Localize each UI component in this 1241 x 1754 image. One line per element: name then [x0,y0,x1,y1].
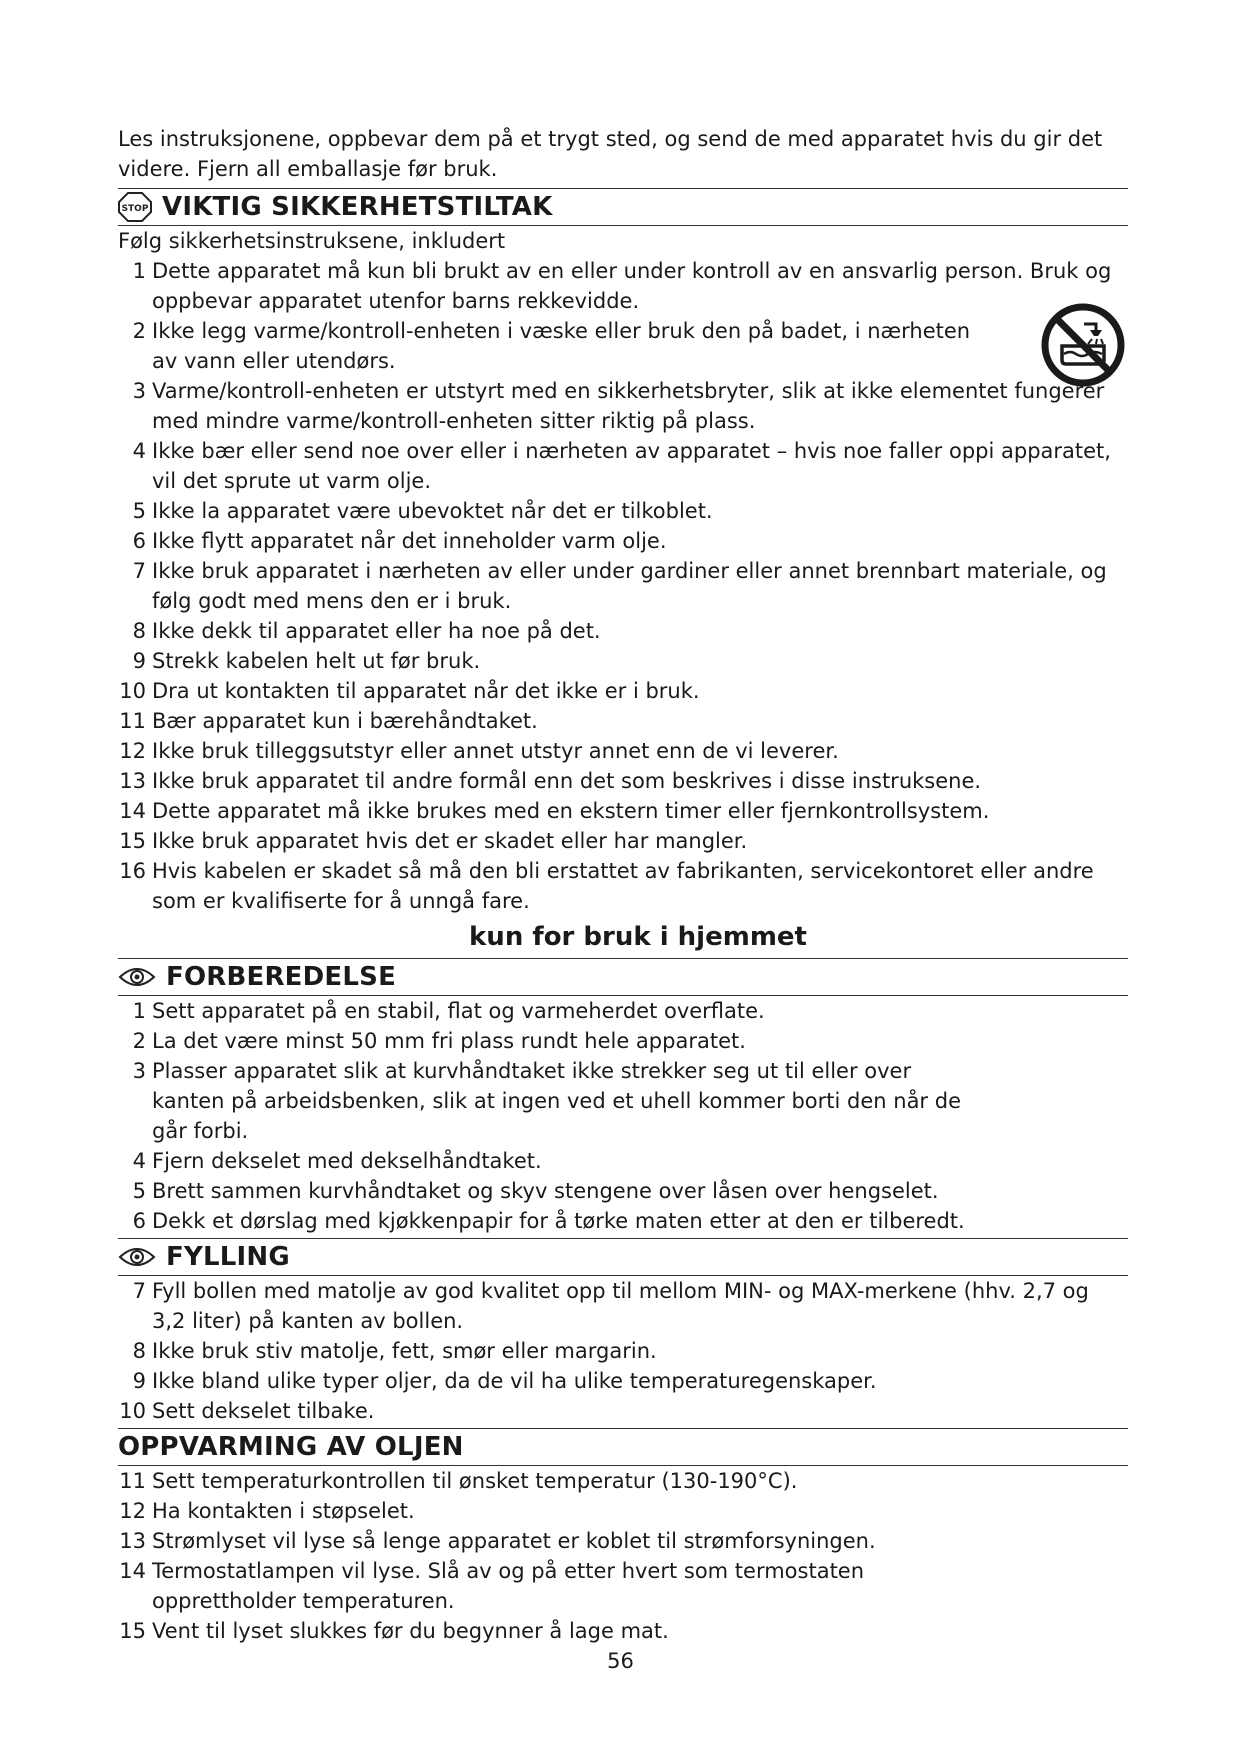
list-item [118,616,1128,646]
item-number: 12 [119,739,146,763]
item-text: Sett dekselet tilbake. [152,1399,375,1423]
list-item [118,766,1128,796]
item-text: Ikke bruk tilleggsutstyr eller annet utstyr annet enn de vi leverer. [152,739,839,763]
eye-icon [118,1245,156,1269]
list-item [118,526,1128,556]
list-item [118,646,1128,676]
list-item [118,1496,1128,1526]
list-item [118,1276,1128,1336]
safety-heading [118,188,1128,226]
item-text: Ikke bær eller send noe over eller i nærheten av apparatet – hvis noe faller oppi apparatet, vil det sprute ut varm olje. [152,439,1111,493]
item-number: 11 [119,1469,146,1493]
list-item [118,1176,1128,1206]
fill-list [118,1276,1128,1426]
list-item [118,436,1128,496]
list-item [118,996,1128,1026]
item-text: Ikke dekk til apparatet eller ha noe på det. [152,619,601,643]
household-use-heading: kun for bruk i hjemmet [469,922,807,952]
safety-lead: Følg sikkerhetsinstruksene, inkludert [118,229,506,253]
item-number: 6 [132,1209,146,1233]
item-text: Dekk et dørslag med kjøkkenpapir for å tørke maten etter at den er tilberedt. [152,1209,965,1233]
item-text: Ikke la apparatet være ubevoktet når det er tilkoblet. [152,499,713,523]
item-text: Ikke bruk stiv matolje, fett, smør eller margarin. [152,1339,657,1363]
intro-text: Les instruksjonene, oppbevar dem på et trygt sted, og send de med apparatet hvis du gir det videre. Fjern all emballasje før bruk. [118,127,1103,181]
item-text: Strømlyset vil lyse så lenge apparatet er koblet til strømforsyningen. [152,1529,876,1553]
item-text: La det være minst 50 mm fri plass rundt hele apparatet. [152,1029,746,1053]
item-text: Dra ut kontakten til apparatet når det ikke er i bruk. [152,679,700,703]
item-number: 1 [132,259,146,283]
prep-list [118,996,1128,1236]
item-text: Strekk kabelen helt ut før bruk. [152,649,481,673]
stop-icon [118,192,152,222]
item-text: Ikke bruk apparatet hvis det er skadet eller har mangler. [152,829,748,853]
list-item [118,1026,1128,1056]
item-text: Fjern dekselet med dekselhåndtaket. [152,1149,542,1173]
item-number: 2 [132,1029,146,1053]
item-number: 6 [132,529,146,553]
heat-title: OPPVARMING AV OLJEN [118,1432,464,1462]
safety-list [118,256,1128,916]
list-item [118,256,1128,316]
item-text: Bær apparatet kun i bærehåndtaket. [152,709,538,733]
item-number: 10 [119,679,146,703]
prep-heading [118,958,1128,996]
list-item [118,1556,1128,1616]
item-text: Ikke bruk apparatet i nærheten av eller under gardiner eller annet brennbart materiale, og følg godt med mens den er i bruk. [152,559,1107,613]
list-item [118,1526,1128,1556]
list-item [118,796,1128,826]
item-number: 13 [119,769,146,793]
item-text: Dette apparatet må kun bli brukt av en eller under kontroll av en ansvarlig person. Bruk og oppbevar apparatet utenfor barns rekkevidde. [152,259,1112,313]
list-item [118,1336,1128,1366]
item-number: 8 [132,1339,146,1363]
item-number: 3 [132,1059,146,1083]
item-number: 9 [132,1369,146,1393]
item-text: Ikke bland ulike typer oljer, da de vil ha ulike temperaturegenskaper. [152,1369,877,1393]
list-item [118,1146,1128,1176]
list-item [118,826,1128,856]
heat-heading [118,1428,1128,1466]
item-text: Ikke bruk apparatet til andre formål enn det som beskrives i disse instruksene. [152,769,982,793]
item-text: Ikke flytt apparatet når det inneholder varm olje. [152,529,667,553]
page-number: 56 [607,1649,634,1673]
item-number: 12 [119,1499,146,1523]
manual-page [118,124,1128,1646]
item-number: 14 [119,799,146,823]
item-number: 11 [119,709,146,733]
item-text: Dette apparatet må ikke brukes med en ekstern timer eller fjernkontrollsystem. [152,799,990,823]
eye-icon [118,965,156,989]
list-item [118,1396,1128,1426]
list-item [118,676,1128,706]
list-item [118,1466,1128,1496]
item-text: Varme/kontroll-enheten er utstyrt med en sikkerhetsbryter, slik at ikke elementet fungerer med mindre varme/kontroll-enheten sitter riktig på plass. [152,379,1105,433]
item-number: 5 [132,1179,146,1203]
stop-badge-text: STOP [121,204,149,214]
safety-title: VIKTIG SIKKERHETSTILTAK [162,192,553,222]
item-number: 4 [132,439,146,463]
item-number: 7 [132,1279,146,1303]
list-item [118,1616,1128,1646]
item-text: Plasser apparatet slik at kurvhåndtaket ikke strekker seg ut til eller over kanten på arbeidsbenken, slik at ingen ved et uhell kommer borti den når de går forbi. [152,1059,961,1143]
item-number: 4 [132,1149,146,1173]
item-number: 10 [119,1399,146,1423]
item-number: 7 [132,559,146,583]
item-number: 2 [132,319,146,343]
item-number: 14 [119,1559,146,1583]
item-text: Ikke legg varme/kontroll-enheten i væske eller bruk den på badet, i nærheten av vann eller utendørs. [152,319,971,373]
item-text: Ha kontakten i støpselet. [152,1499,415,1523]
item-number: 8 [132,619,146,643]
list-item [118,856,1128,916]
item-number: 3 [132,379,146,403]
list-item [118,1206,1128,1236]
item-number: 1 [132,999,146,1023]
list-item [118,736,1128,766]
heat-list [118,1466,1128,1646]
item-text: Brett sammen kurvhåndtaket og skyv stengene over låsen over hengselet. [152,1179,939,1203]
list-item [118,706,1128,736]
item-number: 15 [119,1619,146,1643]
fill-heading [118,1238,1128,1276]
item-text: Fyll bollen med matolje av god kvalitet opp til mellom MIN- og MAX-merkene (hhv. 2,7 og 3,2 liter) på kanten av bollen. [152,1279,1089,1333]
item-number: 5 [132,499,146,523]
list-item [118,556,1128,616]
list-item [118,496,1128,526]
item-number: 16 [119,859,146,883]
item-text: Vent til lyset slukkes før du begynner å lage mat. [152,1619,669,1643]
no-water-icon [1040,302,1126,388]
list-item [118,376,1128,436]
list-item [118,316,1128,376]
item-text: Sett apparatet på en stabil, flat og varmeherdet overflate. [152,999,765,1023]
item-text: Sett temperaturkontrollen til ønsket temperatur (130-190°C). [152,1469,798,1493]
fill-title: FYLLING [166,1242,290,1272]
list-item [118,1366,1128,1396]
item-number: 15 [119,829,146,853]
item-text: Termostatlampen vil lyse. Slå av og på etter hvert som termostaten opprettholder temperaturen. [152,1559,865,1613]
item-number: 9 [132,649,146,673]
prep-title: FORBEREDELSE [166,962,397,992]
item-number: 13 [119,1529,146,1553]
item-text: Hvis kabelen er skadet så må den bli erstattet av fabrikanten, servicekontoret eller andre som er kvalifiserte for å unngå fare. [152,859,1094,913]
list-item [118,1056,1128,1146]
